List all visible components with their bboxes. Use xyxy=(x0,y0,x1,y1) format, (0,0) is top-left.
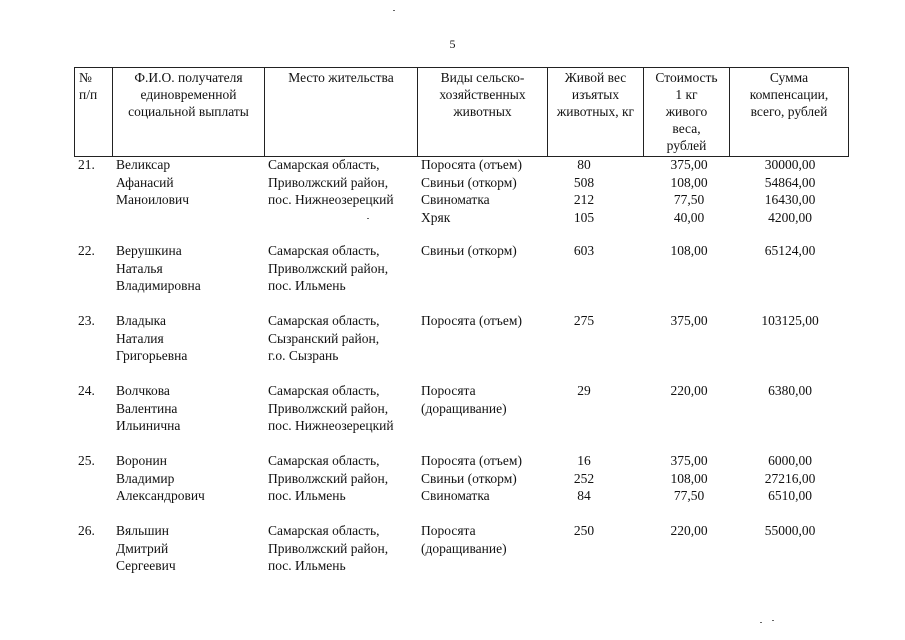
column-header-animal-type xyxy=(418,68,548,157)
animal-type-cell xyxy=(421,312,522,330)
compensation-total-cell xyxy=(734,312,846,330)
residence: Приволжский район, xyxy=(268,174,389,190)
animal-type-cell xyxy=(421,242,517,260)
page-number: 5 xyxy=(449,37,456,51)
column-header-line: Стоимость xyxy=(655,70,718,85)
residence-cell xyxy=(268,522,388,575)
compensation-total-cell xyxy=(734,382,846,400)
live-weight: 80 xyxy=(577,157,591,172)
recipient-name-cell xyxy=(116,156,189,209)
recipient-name: Наталия xyxy=(116,330,164,346)
recipient-name: Воронин xyxy=(116,453,167,468)
column-header-line: рублей xyxy=(666,138,707,153)
residence: Приволжский район, xyxy=(268,470,389,486)
price-per-kg-cell xyxy=(650,156,728,226)
price-per-kg: 220,00 xyxy=(670,383,708,398)
compensation-total: 55000,00 xyxy=(764,523,816,538)
residence-cell xyxy=(268,312,380,365)
column-header-line: социальной выплаты xyxy=(128,104,249,119)
price-per-kg: 375,00 xyxy=(670,453,708,468)
column-header-line: Сумма xyxy=(769,70,809,85)
scan-speck xyxy=(393,10,395,11)
residence-cell xyxy=(268,156,394,209)
column-header-line: № xyxy=(79,70,92,85)
recipient-name: Верушкина xyxy=(116,243,182,258)
column-header-line: компенсации, xyxy=(749,87,829,102)
recipient-name: Афанасий xyxy=(116,174,174,190)
live-weight-cell xyxy=(550,522,618,540)
row-number: 25. xyxy=(78,453,95,468)
scan-speck xyxy=(367,218,369,219)
price-per-kg: 40,00 xyxy=(673,209,705,225)
animal-type: Свиньи (откорм) xyxy=(421,470,517,486)
residence: Самарская область, xyxy=(268,243,380,258)
scan-speck xyxy=(760,622,762,623)
price-per-kg: 77,50 xyxy=(673,192,705,207)
recipient-name: Наталья xyxy=(116,260,163,276)
column-header-recipient xyxy=(113,68,265,157)
live-weight-cell xyxy=(550,382,618,400)
column-header-line: Ф.И.О. получателя xyxy=(134,70,243,85)
price-per-kg: 108,00 xyxy=(670,243,708,258)
column-header-line: живого xyxy=(665,104,708,119)
residence: пос. Ильмень xyxy=(268,278,346,293)
recipient-name: Владимир xyxy=(116,470,175,486)
compensation-total-cell xyxy=(734,156,846,226)
animal-type: Поросята xyxy=(421,523,476,538)
compensation-total: 54864,00 xyxy=(764,174,816,190)
price-per-kg: 220,00 xyxy=(670,523,708,538)
column-header-compensation-total xyxy=(730,68,849,157)
recipient-name: Маноилович xyxy=(116,192,190,207)
live-weight: 29 xyxy=(577,383,591,398)
column-header-line: единовременной xyxy=(140,87,237,102)
residence: пос. Нижнеозерецкий xyxy=(268,418,394,433)
live-weight: 508 xyxy=(573,174,595,190)
live-weight-cell xyxy=(550,242,618,260)
residence: Приволжский район, xyxy=(268,400,389,416)
compensation-total-cell xyxy=(734,242,846,260)
live-weight: 252 xyxy=(573,470,595,486)
column-header-line: всего, рублей xyxy=(750,104,828,119)
residence: пос. Ильмень xyxy=(268,558,346,573)
residence-cell xyxy=(268,382,394,435)
price-per-kg-cell xyxy=(650,522,728,540)
column-header-live-weight xyxy=(548,68,644,157)
price-per-kg: 108,00 xyxy=(670,174,708,190)
column-header-line: изъятых xyxy=(571,87,620,102)
compensation-total: 103125,00 xyxy=(761,313,819,328)
recipient-name: Григорьевна xyxy=(116,348,188,363)
animal-type-cell xyxy=(421,156,522,226)
animal-type: Свиноматка xyxy=(421,488,490,503)
residence: пос. Ильмень xyxy=(268,488,346,503)
recipient-name-cell xyxy=(116,382,180,435)
recipient-name: Сергеевич xyxy=(116,558,176,573)
animal-type-cell xyxy=(421,452,522,505)
residence: г.о. Сызрань xyxy=(268,348,339,363)
compensation-total: 6000,00 xyxy=(768,453,812,468)
residence: Самарская область, xyxy=(268,383,380,398)
animal-type: (доращивание) xyxy=(421,400,507,416)
price-per-kg-cell xyxy=(650,382,728,400)
residence: Самарская область, xyxy=(268,523,380,538)
animal-type: Свиньи (откорм) xyxy=(421,243,517,258)
live-weight-cell xyxy=(550,156,618,226)
live-weight: 250 xyxy=(573,523,595,538)
compensation-total: 65124,00 xyxy=(764,243,816,258)
compensation-total: 6510,00 xyxy=(768,488,812,503)
price-per-kg-cell xyxy=(650,312,728,330)
compensation-total: 27216,00 xyxy=(764,470,816,486)
price-per-kg: 375,00 xyxy=(670,157,708,172)
animal-type: Поросята (отъем) xyxy=(421,157,522,172)
recipient-name: Волчкова xyxy=(116,383,170,398)
residence: Приволжский район, xyxy=(268,260,389,276)
recipient-name: Владимировна xyxy=(116,278,201,293)
price-per-kg: 108,00 xyxy=(670,470,708,486)
column-header-number xyxy=(75,68,113,157)
recipient-name: Валентина xyxy=(116,400,178,416)
animal-type: Поросята xyxy=(421,383,476,398)
residence: Самарская область, xyxy=(268,453,380,468)
recipient-name: Владыка xyxy=(116,313,167,328)
residence: Самарская область, xyxy=(268,157,380,172)
compensation-total: 4200,00 xyxy=(768,209,812,225)
live-weight-cell xyxy=(550,452,618,505)
residence: Самарская область, xyxy=(268,313,380,328)
animal-type-cell xyxy=(421,382,507,417)
column-header-line: животных, кг xyxy=(556,104,635,119)
column-header-line: животных xyxy=(453,104,512,119)
residence-cell xyxy=(268,452,388,505)
row-number: 22. xyxy=(78,243,95,258)
recipient-name: Александрович xyxy=(116,488,205,503)
recipient-name-cell xyxy=(116,522,176,575)
live-weight: 275 xyxy=(573,313,595,328)
recipient-name: Великсар xyxy=(116,157,171,172)
price-per-kg-cell xyxy=(650,242,728,260)
live-weight-cell xyxy=(550,312,618,330)
column-header-line: хозяйственных xyxy=(439,87,526,102)
recipient-name: Вяльшин xyxy=(116,523,169,538)
column-header-line: Виды сельско- xyxy=(440,70,525,85)
animal-type: Хряк xyxy=(421,209,451,225)
animal-type: Поросята (отъем) xyxy=(421,313,522,328)
table-header xyxy=(74,67,849,157)
compensation-total: 6380,00 xyxy=(768,383,812,398)
column-header-residence xyxy=(265,68,418,157)
live-weight: 603 xyxy=(573,243,595,258)
live-weight: 16 xyxy=(577,453,591,468)
column-header-line: веса, xyxy=(672,121,701,136)
residence-cell xyxy=(268,242,388,295)
price-per-kg: 375,00 xyxy=(670,313,708,328)
row-number: 23. xyxy=(78,313,95,328)
live-weight: 84 xyxy=(577,488,591,503)
animal-type: (доращивание) xyxy=(421,540,507,556)
recipient-name-cell xyxy=(116,312,187,365)
row-number: 26. xyxy=(78,523,95,538)
animal-type: Поросята (отъем) xyxy=(421,453,522,468)
row-number: 24. xyxy=(78,383,95,398)
live-weight: 105 xyxy=(573,209,595,225)
live-weight: 212 xyxy=(573,192,595,207)
price-per-kg: 77,50 xyxy=(673,488,705,503)
scan-speck xyxy=(772,620,774,621)
residence: пос. Нижнеозерецкий xyxy=(268,192,394,207)
recipient-name-cell xyxy=(116,242,201,295)
compensation-total-cell xyxy=(734,452,846,505)
animal-type-cell xyxy=(421,522,507,557)
price-per-kg-cell xyxy=(650,452,728,505)
residence: Приволжский район, xyxy=(268,540,389,556)
row-number: 21. xyxy=(78,157,95,172)
animal-type: Свиньи (откорм) xyxy=(421,174,517,190)
column-header-line: 1 кг xyxy=(675,87,698,102)
animal-type: Свиноматка xyxy=(421,192,490,207)
recipient-name: Ильинична xyxy=(116,418,181,433)
column-header-line: Место жительства xyxy=(288,70,394,85)
compensation-total: 30000,00 xyxy=(764,157,816,172)
recipient-name: Дмитрий xyxy=(116,540,169,556)
compensation-total-cell xyxy=(734,522,846,540)
column-header-price-per-kg xyxy=(644,68,730,157)
column-header-line: Живой вес xyxy=(564,70,627,85)
residence: Сызранский район, xyxy=(268,330,380,346)
column-header-line: п/п xyxy=(79,87,98,102)
compensation-total: 16430,00 xyxy=(764,192,816,207)
recipient-name-cell xyxy=(116,452,205,505)
